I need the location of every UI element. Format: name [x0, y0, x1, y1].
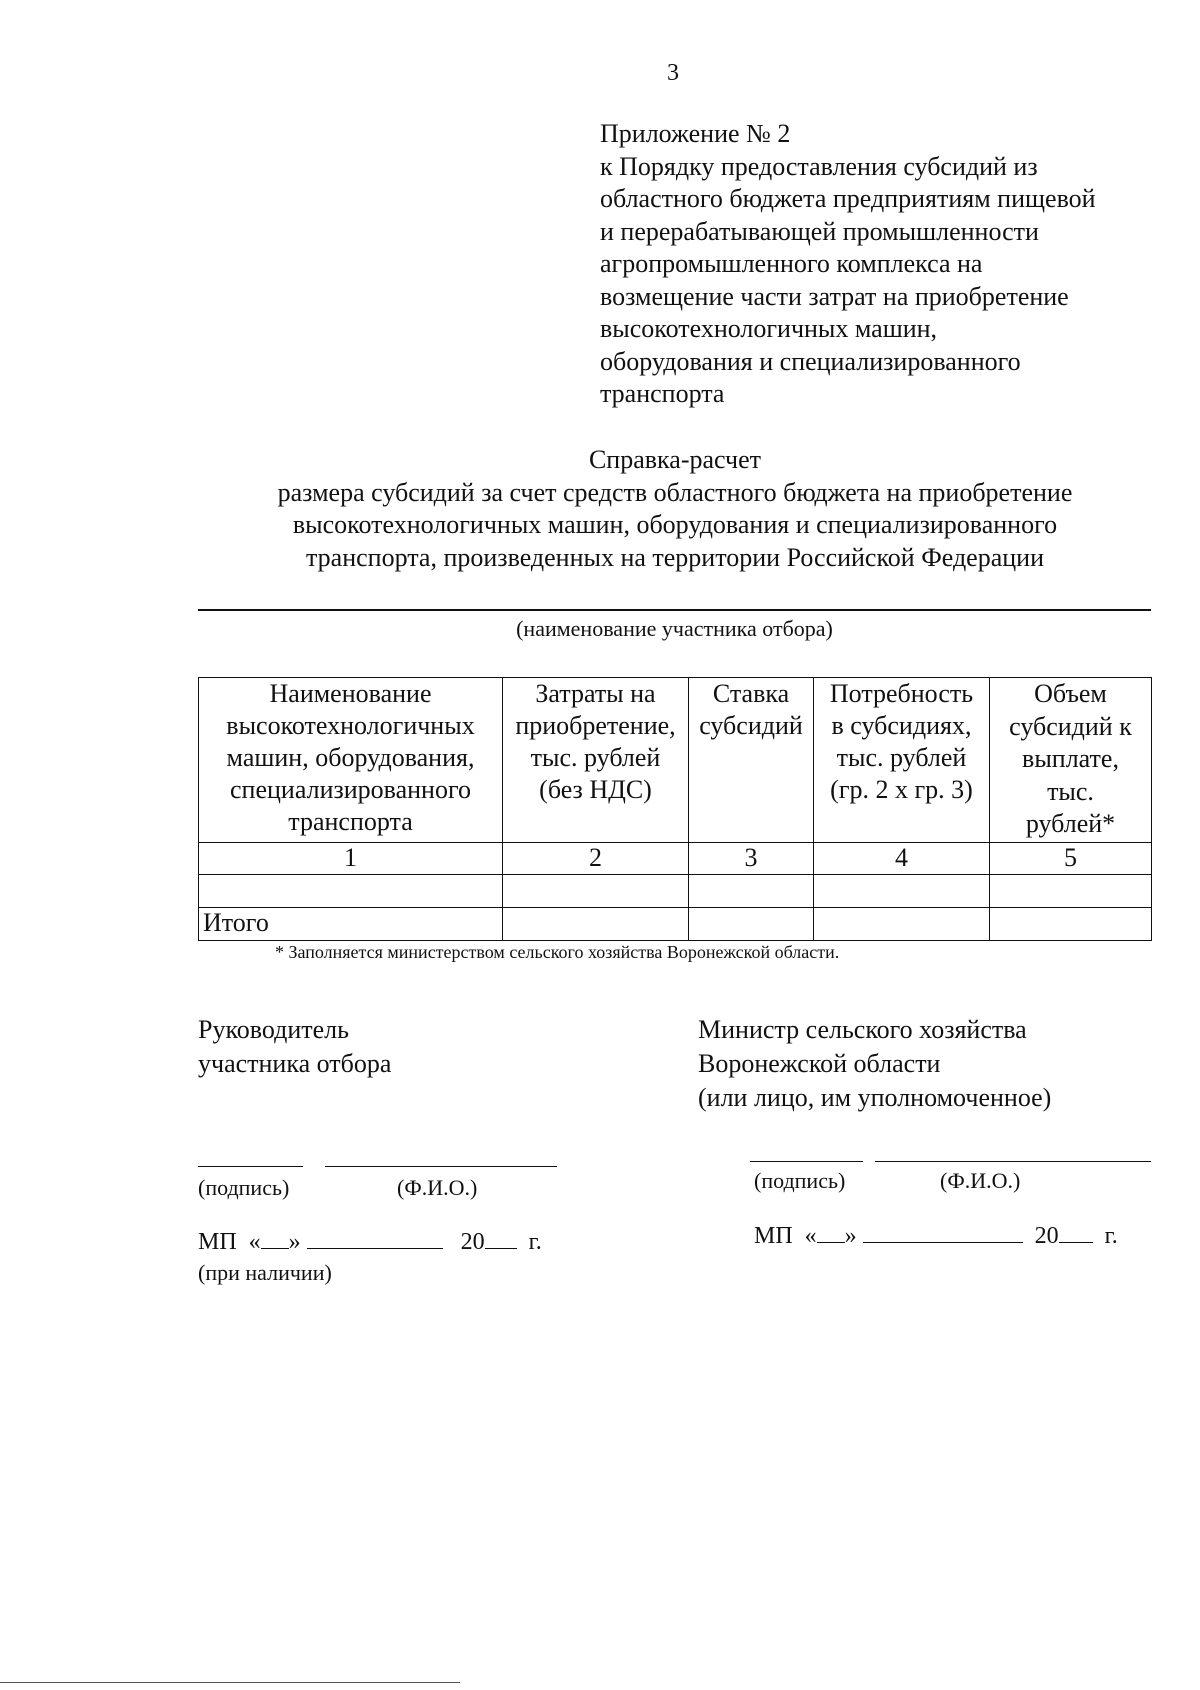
total-row: [199, 908, 1152, 941]
table-row: [199, 875, 1152, 908]
month-blank: [863, 1222, 1023, 1243]
appendix-line: областного бюджета предприятиям пищевой: [600, 184, 1096, 213]
header-cell-name: Наименование высокотехнологичных машин, оборудования, специализированного транспорта: [199, 678, 503, 843]
year-suffix: г.: [528, 1229, 542, 1255]
appendix-line: транспорта: [600, 379, 725, 408]
appendix-line: возмещение части затрат на приобретение: [600, 281, 1069, 311]
participant-caption: (наименование участника отбора): [516, 616, 833, 641]
quote-close: »: [844, 1223, 857, 1249]
header-cell-costs: Затраты на приобретение, тыс. рублей (без НДС): [503, 678, 689, 843]
day-blank: [261, 1228, 289, 1249]
header-cell-amount: Объем субсидий к выплате, тыс. рублей*: [990, 678, 1152, 843]
appendix-line: агропромышленного комплекса на: [600, 249, 983, 278]
appendix-line: и перерабатывающей промышленности: [600, 216, 1039, 246]
appendix-line: оборудования и специализированного: [600, 346, 1021, 376]
table-cell: [503, 875, 689, 908]
column-number: 3: [689, 843, 814, 875]
right-signature-caption: (подпись): [754, 1168, 846, 1193]
right-name-caption: (Ф.И.О.): [940, 1168, 1021, 1193]
appendix-line: высокотехнологичных машин,: [600, 314, 938, 343]
column-number: 4: [814, 843, 990, 875]
table-cell: [814, 875, 990, 908]
year-blank: [1059, 1222, 1093, 1243]
header-cell-rate: Ставка субсидий: [689, 678, 814, 843]
right-signature-line: [750, 1161, 863, 1162]
left-mp-date-line: [198, 1228, 542, 1256]
signer-title-line: участника отбора: [198, 1049, 392, 1078]
right-mp-date-line: [754, 1222, 1118, 1250]
right-signer-title: [698, 1013, 1051, 1115]
year-prefix: 20: [1034, 1223, 1059, 1249]
footnote: * Заполняется министерством сельского хозяйства Воронежской области.: [275, 942, 840, 962]
year-blank: [485, 1228, 517, 1249]
title-line: транспорта, произведенных на территории Российской Федерации: [306, 542, 1044, 572]
table-cell: [990, 908, 1152, 941]
year-suffix: г.: [1104, 1223, 1118, 1249]
left-name-caption: (Ф.И.О.): [397, 1175, 478, 1200]
left-signature-line: [198, 1166, 303, 1167]
table-cell: [689, 875, 814, 908]
participant-name-line: [198, 609, 1151, 611]
signer-title-line: Министр сельского хозяйства: [698, 1015, 1027, 1044]
quote-open: «: [248, 1229, 261, 1255]
total-label: Итого: [199, 908, 503, 941]
table-header-row: [199, 678, 1152, 843]
table-cell: [689, 908, 814, 941]
year-prefix: 20: [460, 1229, 485, 1255]
column-number: 5: [990, 843, 1152, 875]
quote-open: «: [804, 1223, 817, 1249]
left-name-line: [325, 1166, 557, 1167]
appendix-reference: [600, 118, 1180, 411]
table-cell: [199, 875, 503, 908]
appendix-line: к Порядку предоставления субсидий из: [600, 151, 1038, 181]
column-number: 2: [503, 843, 689, 875]
mp-note: (при наличии): [198, 1260, 332, 1285]
title-line: высокотехнологичных машин, оборудования и специализированного: [292, 510, 1058, 539]
bottom-divider: [0, 1682, 460, 1683]
signer-title-line: (или лицо, им уполномоченное): [698, 1083, 1052, 1112]
signer-title-line: Руководитель: [198, 1015, 349, 1044]
table-cell: [990, 875, 1152, 908]
table-cell: [814, 908, 990, 941]
calculation-table: [198, 677, 1152, 941]
day-blank: [817, 1222, 845, 1243]
column-number-row: [199, 843, 1152, 875]
title-line: размера субсидий за счет средств областного бюджета на приобретение: [277, 477, 1073, 507]
appendix-line: Приложение № 2: [600, 119, 791, 148]
right-name-line: [875, 1161, 1151, 1162]
mp-label: МП: [754, 1223, 793, 1249]
left-signer-title: [198, 1013, 391, 1081]
page-number: 3: [667, 60, 679, 86]
mp-label: МП: [198, 1229, 237, 1255]
quote-close: »: [288, 1229, 301, 1255]
header-cell-need: Потребность в субсидиях, тыс. рублей (гр. 2 х гр. 3): [814, 678, 990, 843]
title-heading: Справка-расчет: [588, 445, 762, 474]
left-signature-caption: (подпись): [198, 1175, 290, 1200]
month-blank: [307, 1228, 443, 1249]
column-number: 1: [199, 843, 503, 875]
table-cell: [503, 908, 689, 941]
document-title: [180, 444, 1170, 574]
signer-title-line: Воронежской области: [698, 1049, 941, 1078]
